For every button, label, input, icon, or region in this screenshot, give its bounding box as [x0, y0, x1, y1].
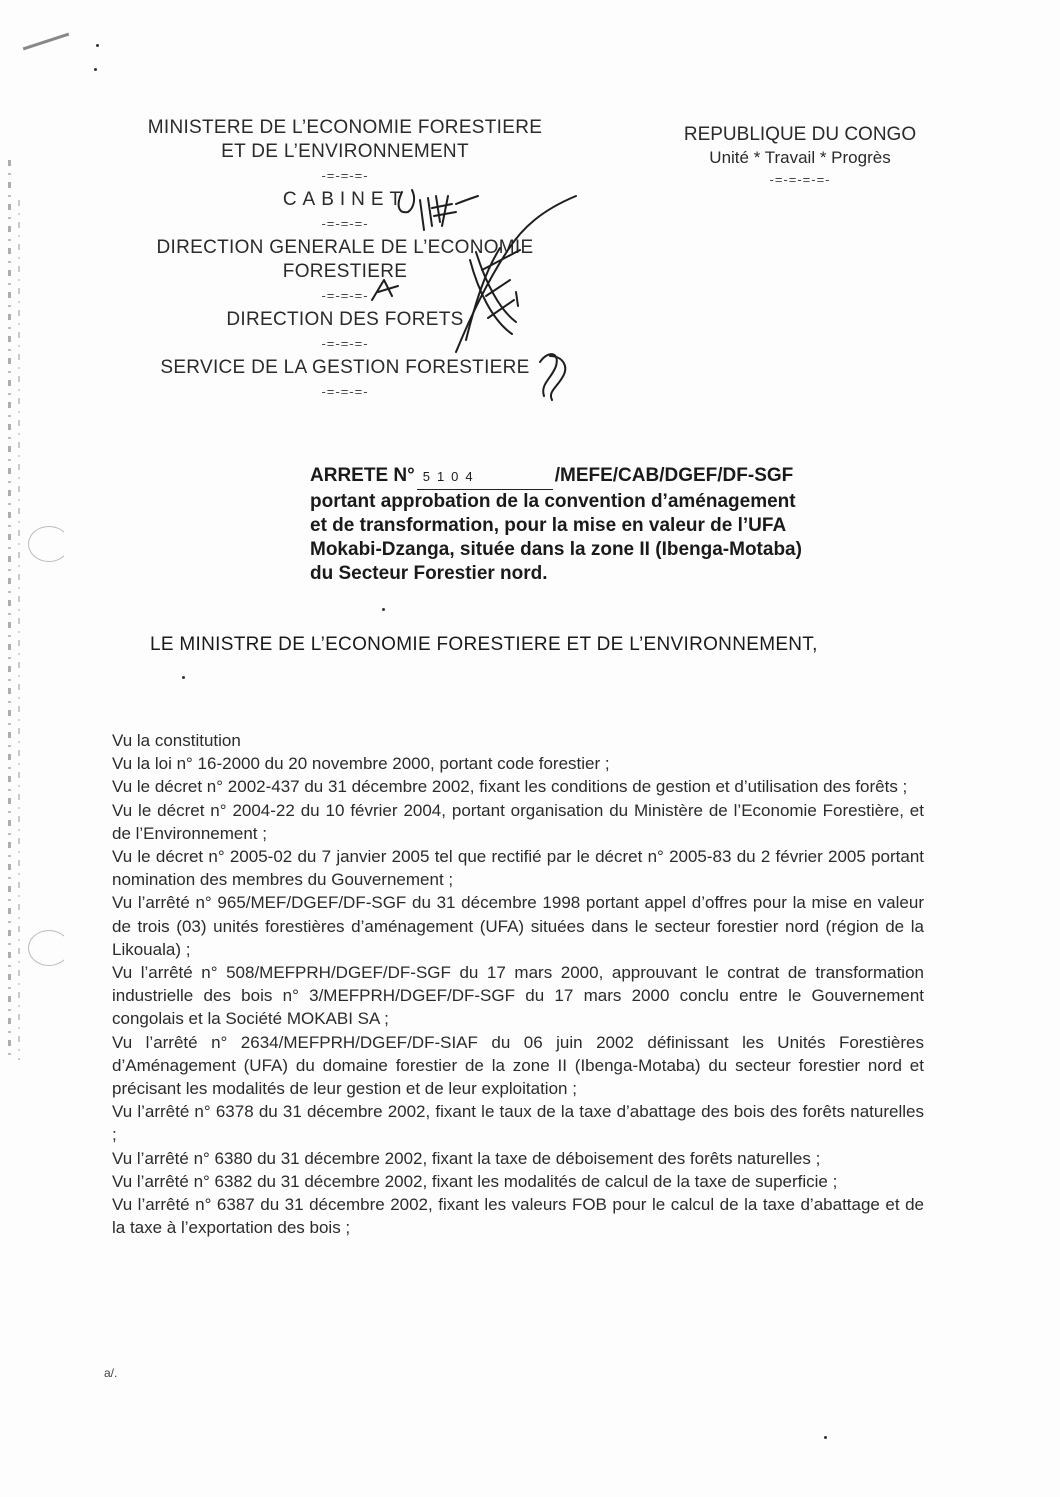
visa-item: Vu le décret n° 2004-22 du 10 février 2004, portant organisation du Ministère de l’Economie Forestière, et de l’Environnement ; — [112, 800, 924, 843]
visa-item: Vu la constitution — [112, 731, 241, 750]
scan-edge-artifact — [18, 200, 20, 1060]
decree-reference: /MEFE/CAB/DGEF/DF-SGF — [554, 465, 794, 486]
decree-title-block — [310, 464, 910, 586]
scan-corner-mark — [23, 33, 70, 51]
decree-subject-line: et de transformation, pour la mise en valeur de l’UFA — [310, 515, 787, 536]
issuing-authority-block — [110, 116, 580, 404]
republic-block — [660, 124, 940, 192]
separator: -=-=-=-=- — [769, 172, 831, 187]
scan-speck — [824, 1436, 827, 1439]
scan-speck — [96, 44, 99, 47]
visa-item: Vu l’arrêté n° 2634/MEFPRH/DGEF/DF-SIAF du 06 juin 2002 définissant les Unités Forestières d’Aménagement (UFA) du domaine forestier de la zone II (Ibenga-Motaba) du secteur forestier nord et précisant les modalités de leur gestion et de leur exploitation ; — [112, 1032, 924, 1099]
visa-item: Vu l’arrêté n° 6382 du 31 décembre 2002, fixant les modalités de calcul de la taxe de superficie ; — [112, 1171, 838, 1191]
visa-item: Vu l’arrêté n° 6380 du 31 décembre 2002, fixant la taxe de déboisement des forêts naturelles ; — [112, 1148, 821, 1168]
separator: -=-=-=- — [321, 384, 369, 399]
visa-item: Vu l’arrêté n° 965/MEF/DGEF/DF-SGF du 31 décembre 1998 portant appel d’offres pour la mise en valeur de trois (03) unités forestières d’aménagement (UFA) situées dans le secteur forestier nord (région de la Likouala) ; — [112, 893, 924, 959]
visa-item: Vu la loi n° 16-2000 du 20 novembre 2000, portant code forestier ; — [112, 754, 610, 774]
scan-edge-artifact — [8, 160, 11, 1060]
decree-number: 5104 — [417, 465, 553, 490]
separator: -=-=-=- — [321, 168, 369, 183]
direction-generale-line1: DIRECTION GENERALE DE L’ECONOMIE — [156, 237, 534, 258]
decree-number-line — [310, 464, 910, 490]
decree-prefix: ARRETE N° — [310, 465, 415, 486]
separator: -=-=-=- — [321, 216, 369, 231]
scan-speck — [382, 608, 385, 611]
ministry-name-line1: MINISTERE DE L’ECONOMIE FORESTIERE — [147, 117, 543, 138]
visa-item: Vu le décret n° 2005-02 du 7 janvier 2005 tel que rectifié par le décret n° 2005-83 du 2 février 2005 portant nomination des membres du Gouvernement ; — [112, 847, 924, 890]
scan-speck — [94, 68, 97, 71]
service-label: SERVICE DE LA GESTION FORESTIERE — [160, 357, 530, 378]
separator: -=-=-=- — [321, 288, 369, 303]
visa-item: Vu l’arrêté n° 6387 du 31 décembre 2002, fixant les valeurs FOB pour le calcul de la taxe d’abattage et de la taxe à l’exportation des bois ; — [112, 1195, 924, 1238]
direction-generale-line2: FORESTIERE — [282, 261, 408, 282]
visa-item: Vu l’arrêté n° 508/MEFPRH/DGEF/DF-SGF du 17 mars 2000, approuvant le contrat de transformation industrielle des bois n° 3/MEFPRH/DGEF/DF-SGF du 17 mars 2000 conclu entre le Gouvernement congolais et la Société MOKABI SA ; — [112, 963, 924, 1029]
punch-hole-mark — [28, 930, 70, 966]
decree-subject-line: portant approbation de la convention d’aménagement — [310, 491, 796, 512]
visa-item: Vu le décret n° 2002-437 du 31 décembre 2002, fixant les conditions de gestion et d’utilisation des forêts ; — [112, 777, 908, 797]
visas-list — [112, 729, 924, 1239]
decree-subject-line: du Secteur Forestier nord. — [310, 563, 548, 584]
ministry-name-line2: ET DE L’ENVIRONNEMENT — [221, 141, 469, 162]
scan-speck — [182, 676, 185, 679]
visa-item: Vu l’arrêté n° 6378 du 31 décembre 2002, fixant le taux de la taxe d’abattage des bois des forêts naturelles ; — [112, 1102, 924, 1145]
punch-hole-mark — [28, 526, 70, 562]
cabinet-label: CABINET — [282, 189, 408, 210]
separator: -=-=-=- — [321, 336, 369, 351]
continuation-mark: a/. — [104, 1366, 118, 1380]
decree-subject-line: Mokabi-Dzanga, située dans la zone II (Ibenga-Motaba) — [310, 539, 802, 560]
national-motto: Unité * Travail * Progrès — [709, 148, 891, 167]
direction-forets-label: DIRECTION DES FORETS — [226, 309, 464, 330]
country-name: REPUBLIQUE DU CONGO — [683, 124, 917, 145]
minister-heading: LE MINISTRE DE L’ECONOMIE FORESTIERE ET DE L’ENVIRONNEMENT, — [150, 634, 818, 655]
